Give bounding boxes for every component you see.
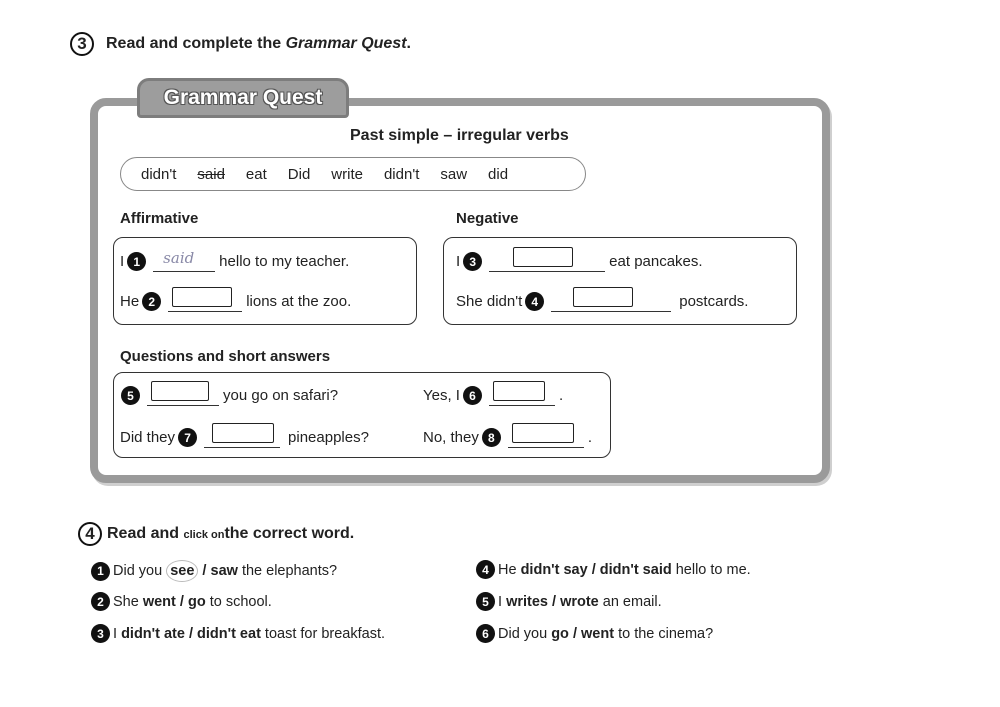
section-number-4: 4 xyxy=(78,522,102,546)
item-text: to the cinema? xyxy=(614,625,714,642)
item-number: 7 xyxy=(178,428,197,447)
section4-title-b: the correct word. xyxy=(224,525,355,542)
answer-input-7[interactable] xyxy=(212,423,274,443)
option-go[interactable]: go xyxy=(187,593,206,610)
sentence-text: you go on safari? xyxy=(223,387,339,404)
word-bank-item-used: said xyxy=(197,165,225,183)
word-bank-item: saw xyxy=(440,165,468,183)
word-bank-item: did xyxy=(488,165,509,183)
question-5 xyxy=(118,385,338,406)
item-text: I xyxy=(498,593,507,610)
word-bank xyxy=(120,157,586,191)
option-saw[interactable]: saw xyxy=(210,563,238,579)
sentence-text: . xyxy=(587,429,593,446)
option-separator: / xyxy=(587,561,600,578)
word-bank-item: write xyxy=(331,165,363,183)
answer-blank-6 xyxy=(489,385,555,406)
item-text: hello to me. xyxy=(671,561,751,578)
item-text: an email. xyxy=(598,593,662,610)
sentence-text: . xyxy=(558,387,564,404)
sentence-text: Yes, I xyxy=(423,387,460,404)
option-didnt-say[interactable]: didn't say xyxy=(520,561,588,578)
word-bank-item: Did xyxy=(287,165,311,183)
grammar-quest-tab: Grammar Quest xyxy=(137,78,349,118)
item-number: 8 xyxy=(482,428,501,447)
exercise-item-3 xyxy=(88,624,385,643)
section4-title-small: click on xyxy=(183,529,225,541)
section3-title-prefix: Read and complete the xyxy=(106,35,286,52)
option-separator: / xyxy=(568,625,582,642)
answer-input-6[interactable] xyxy=(493,381,545,401)
exercise-item-6 xyxy=(473,624,713,643)
affirmative-label: Affirmative xyxy=(120,210,199,227)
item-text: toast for breakfast. xyxy=(260,625,386,642)
option-separator: / xyxy=(175,593,188,610)
item-number: 3 xyxy=(91,624,110,643)
item-number: 6 xyxy=(463,386,482,405)
item-number: 2 xyxy=(142,292,161,311)
sentence-text: She didn't xyxy=(456,293,523,310)
affirmative-sentence-2 xyxy=(120,291,351,312)
sentence-text: lions at the zoo. xyxy=(246,293,352,310)
item-number: 4 xyxy=(525,292,544,311)
affirmative-sentence-1 xyxy=(120,251,349,272)
item-text: Did you xyxy=(113,563,167,579)
sentence-text: pineapples? xyxy=(288,429,369,446)
option-go[interactable]: go xyxy=(551,625,569,642)
sentence-text: No, they xyxy=(423,429,479,446)
negative-sentence-3 xyxy=(456,251,703,272)
item-text: He xyxy=(498,561,521,578)
option-wrote[interactable]: wrote xyxy=(560,593,599,610)
option-didnt-eat[interactable]: didn't eat xyxy=(197,625,261,642)
option-went[interactable]: went xyxy=(142,593,176,610)
answer-input-4[interactable] xyxy=(573,287,633,307)
item-number: 3 xyxy=(463,252,482,271)
item-number: 4 xyxy=(476,560,495,579)
question-7 xyxy=(120,427,369,448)
word-bank-item: eat xyxy=(245,165,267,183)
answer-blank-8 xyxy=(508,427,584,448)
section4-title-a: Read and xyxy=(107,525,184,542)
sentence-text: Did they xyxy=(120,429,176,446)
section3-title-suffix: . xyxy=(406,35,411,52)
example-answer: said xyxy=(163,249,195,267)
sentence-text: eat pancakes. xyxy=(609,253,703,270)
option-separator: / xyxy=(547,593,561,610)
option-separator: / xyxy=(184,625,198,642)
item-text: the elephants? xyxy=(237,563,338,579)
sentence-text: postcards. xyxy=(679,293,749,310)
answer-input-8[interactable] xyxy=(512,423,574,443)
word-bank-item: didn't xyxy=(383,165,420,183)
answer-input-5[interactable] xyxy=(151,381,209,401)
section-number-3: 3 xyxy=(70,32,94,56)
answer-blank-2 xyxy=(168,291,242,312)
section3-title-italic: Grammar Quest xyxy=(285,35,407,52)
item-text: to school. xyxy=(205,593,272,610)
negative-label: Negative xyxy=(456,210,519,227)
item-text: I xyxy=(113,625,122,642)
sentence-text: hello to my teacher. xyxy=(219,253,350,270)
exercise-item-1 xyxy=(88,560,337,582)
item-number: 5 xyxy=(121,386,140,405)
negative-sentence-4 xyxy=(456,291,748,312)
option-see[interactable]: see xyxy=(166,560,198,582)
option-separator: / xyxy=(198,563,211,579)
item-number: 1 xyxy=(127,252,146,271)
exercise-item-5 xyxy=(473,592,662,611)
answer-blank-5 xyxy=(147,385,219,406)
item-number: 2 xyxy=(91,592,110,611)
option-went[interactable]: went xyxy=(581,625,615,642)
questions-label: Questions and short answers xyxy=(120,348,331,365)
sentence-text: He xyxy=(120,293,140,310)
sentence-text: I xyxy=(120,253,125,270)
answer-8 xyxy=(423,427,592,448)
item-number: 6 xyxy=(476,624,495,643)
item-text: Did you xyxy=(498,625,552,642)
section3-title xyxy=(106,35,411,53)
item-text: She xyxy=(113,593,143,610)
answer-input-3[interactable] xyxy=(513,247,573,267)
answer-blank-4 xyxy=(551,291,671,312)
option-writes[interactable]: writes xyxy=(506,593,548,610)
exercise-item-4 xyxy=(473,560,751,579)
exercise-item-2 xyxy=(88,592,272,611)
option-didnt-said[interactable]: didn't said xyxy=(599,561,672,578)
item-number: 5 xyxy=(476,592,495,611)
answer-input-2[interactable] xyxy=(172,287,232,307)
answer-blank-7 xyxy=(204,427,280,448)
sentence-text: I xyxy=(456,253,461,270)
answer-blank-1 xyxy=(153,251,215,272)
answer-6 xyxy=(423,385,563,406)
item-number: 1 xyxy=(91,562,110,581)
option-didnt-ate[interactable]: didn't ate xyxy=(121,625,185,642)
word-bank-item: didn't xyxy=(141,165,177,183)
quest-subtitle: Past simple – irregular verbs xyxy=(350,127,569,144)
answer-blank-3 xyxy=(489,251,605,272)
section4-title xyxy=(107,525,354,543)
